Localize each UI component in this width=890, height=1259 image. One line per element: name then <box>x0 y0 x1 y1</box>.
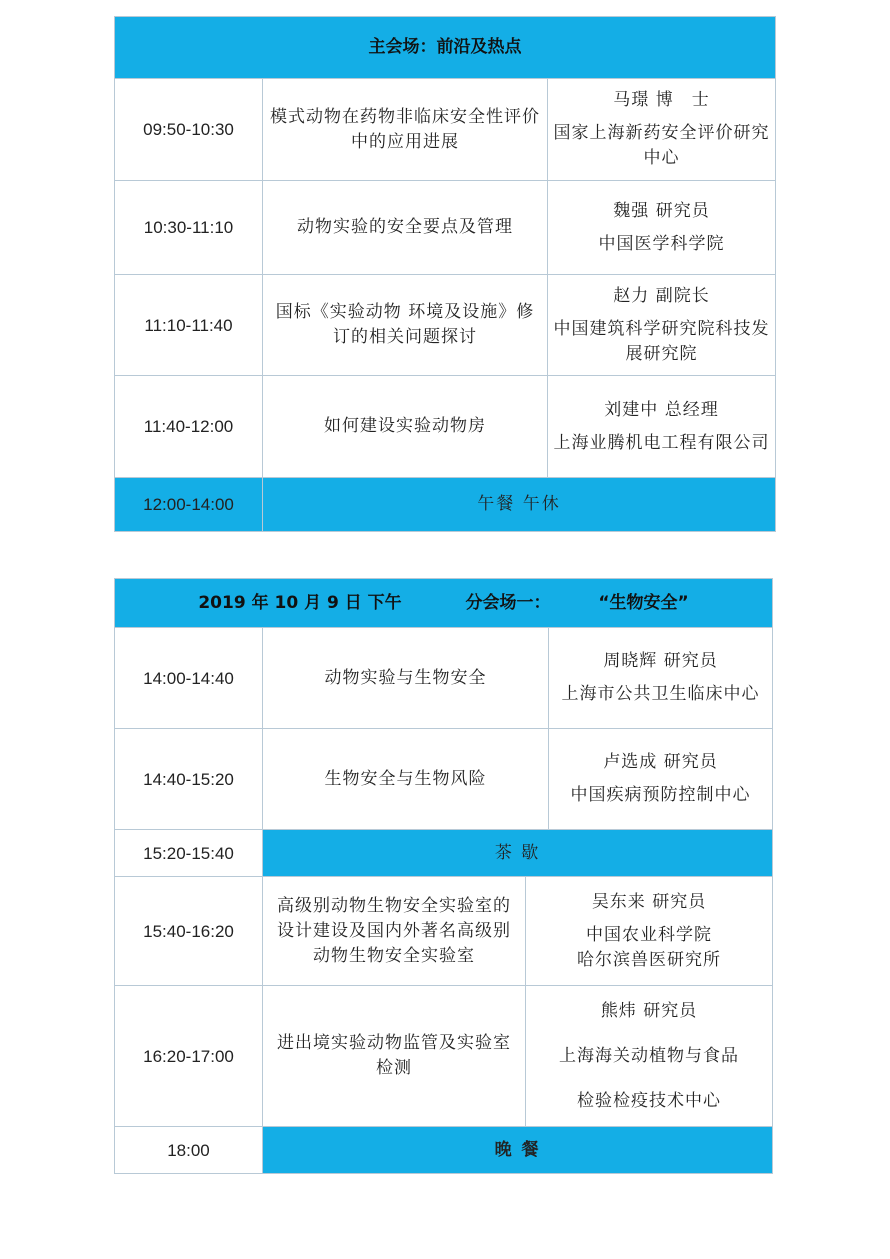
tea-break-label: 茶 歇 <box>263 830 773 877</box>
speaker-org: 上海海关动植物与食品 <box>559 1045 740 1066</box>
topic-text: 如何建设实验动物房 <box>324 416 486 436</box>
break-row <box>115 478 776 532</box>
table-row <box>115 628 773 729</box>
topic-cell <box>263 986 526 1127</box>
topic-cell <box>263 729 549 830</box>
speaker-org: 中国建筑科学研究院科技发展研究院 <box>553 318 770 364</box>
break-time: 12:00-14:00 <box>115 478 263 532</box>
speaker-org: 上海市公共卫生临床中心 <box>561 684 760 704</box>
speaker-name: 吴东来 研究员 <box>591 891 707 912</box>
sub-session-theme: “生物安全” <box>598 592 689 613</box>
time-cell: 11:10-11:40 <box>115 275 263 376</box>
topic-cell <box>263 628 549 729</box>
speaker-name: 周晓辉 研究员 <box>603 651 718 671</box>
sub-session-header <box>115 579 773 628</box>
topic-cell <box>263 79 548 181</box>
time-cell: 10:30-11:10 <box>115 181 263 275</box>
topic-cell <box>263 877 526 986</box>
speaker-name: 卢选成 研究员 <box>603 752 718 772</box>
speaker-cell <box>548 376 776 478</box>
table-row <box>115 986 773 1127</box>
speaker-org: 上海业腾机电工程有限公司 <box>553 432 770 453</box>
topic-text: 动物实验与生物安全 <box>324 667 487 688</box>
speaker-name: 魏强 研究员 <box>613 200 710 221</box>
main-session-table <box>114 16 776 532</box>
speaker-org: 检验检疫技术中心 <box>577 1090 722 1111</box>
sub-session-title: 分会场一： <box>465 592 551 613</box>
speaker-cell <box>549 628 773 729</box>
tea-time: 15:20-15:40 <box>115 830 263 877</box>
speaker-name: 马璟 博 士 <box>613 90 710 110</box>
speaker-cell <box>526 986 773 1127</box>
topic-text: 国标《实验动物 环境及设施》修订的相关问题探讨 <box>275 302 535 347</box>
table-row <box>115 877 773 986</box>
break-row <box>115 830 773 877</box>
session-date: 2019 年 10 月 9 日 下午 <box>198 592 402 613</box>
speaker-name: 熊炜 研究员 <box>600 1000 698 1021</box>
speaker-org: 国家上海新药安全评价研究中心 <box>553 123 770 168</box>
speaker-cell <box>548 181 776 275</box>
dinner-time: 18:00 <box>115 1127 263 1174</box>
topic-text: 动物实验的安全要点及管理 <box>297 217 513 237</box>
topic-cell <box>263 376 548 478</box>
speaker-cell <box>548 79 776 181</box>
time-cell: 15:40-16:20 <box>115 877 263 986</box>
speaker-name: 赵力 副院长 <box>613 285 710 306</box>
time-cell: 09:50-10:30 <box>115 79 263 181</box>
time-cell: 11:40-12:00 <box>115 376 263 478</box>
topic-text: 模式动物在药物非临床安全性评价中的应用进展 <box>270 106 540 152</box>
table-row <box>115 181 776 275</box>
topic-cell <box>263 181 548 275</box>
topic-text: 高级别动物生物安全实验室的设计建设及国内外著名高级别动物生物安全实验室 <box>277 895 511 966</box>
speaker-cell <box>526 877 773 986</box>
lunch-label: 午餐 午休 <box>263 478 776 532</box>
speaker-org: 中国农业科学院 <box>586 924 713 945</box>
speaker-org: 中国医学科学院 <box>598 233 725 254</box>
time-cell: 16:20-17:00 <box>115 986 263 1127</box>
break-row <box>115 1127 773 1174</box>
speaker-org: 哈尔滨兽医研究所 <box>577 949 722 970</box>
topic-text: 进出境实验动物监管及实验室检测 <box>277 1033 511 1078</box>
topic-text: 生物安全与生物风险 <box>324 768 487 789</box>
speaker-name: 刘建中 总经理 <box>604 399 719 420</box>
table-row <box>115 376 776 478</box>
speaker-cell <box>548 275 776 376</box>
table-row <box>115 729 773 830</box>
speaker-org: 中国疾病预防控制中心 <box>570 785 751 805</box>
topic-cell <box>263 275 548 376</box>
time-cell: 14:40-15:20 <box>115 729 263 830</box>
table-row <box>115 79 776 181</box>
sub-session-table <box>114 578 773 1174</box>
table-row <box>115 275 776 376</box>
main-session-title: 主会场：前沿及热点 <box>115 17 776 79</box>
speaker-cell <box>549 729 773 830</box>
time-cell: 14:00-14:40 <box>115 628 263 729</box>
dinner-label: 晚 餐 <box>263 1127 773 1174</box>
